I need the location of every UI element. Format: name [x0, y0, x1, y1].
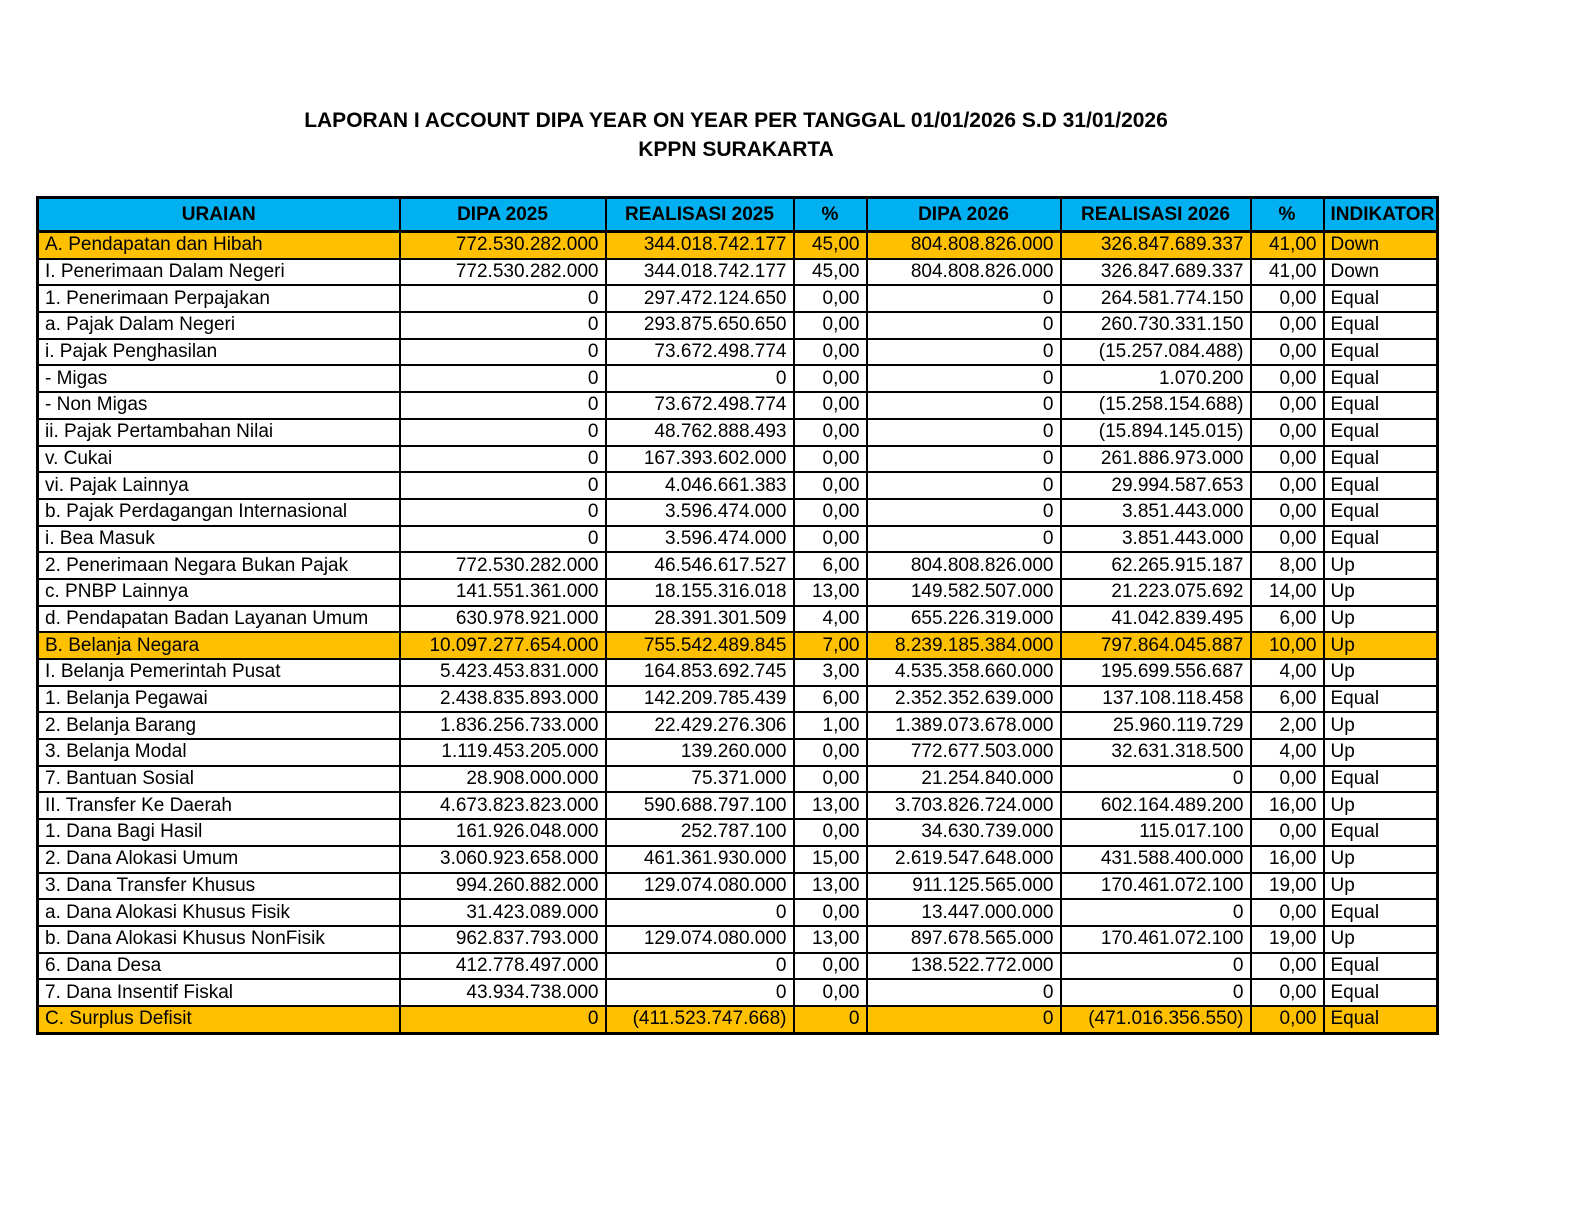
- indikator-cell: Up: [1324, 846, 1438, 873]
- value-cell: 344.018.742.177: [606, 259, 794, 286]
- value-cell: 3,00: [794, 659, 867, 686]
- value-cell: 0: [400, 446, 606, 473]
- value-cell: 0: [867, 419, 1061, 446]
- value-cell: 0: [400, 1006, 606, 1033]
- uraian-cell: 1. Belanja Pegawai: [38, 686, 400, 713]
- value-cell: 1.836.256.733.000: [400, 712, 606, 739]
- value-cell: 0,00: [1251, 766, 1324, 793]
- value-cell: 264.581.774.150: [1061, 285, 1251, 312]
- value-cell: 630.978.921.000: [400, 606, 606, 633]
- indikator-cell: Equal: [1324, 499, 1438, 526]
- table-row: [38, 739, 1438, 766]
- value-cell: 0: [606, 899, 794, 926]
- uraian-cell: b. Pajak Perdagangan Internasional: [38, 499, 400, 526]
- uraian-cell: 6. Dana Desa: [38, 953, 400, 980]
- value-cell: 261.886.973.000: [1061, 446, 1251, 473]
- table-row: [38, 979, 1438, 1006]
- indikator-cell: Up: [1324, 926, 1438, 953]
- value-cell: 252.787.100: [606, 819, 794, 846]
- value-cell: 4,00: [1251, 659, 1324, 686]
- uraian-cell: ii. Pajak Pertambahan Nilai: [38, 419, 400, 446]
- uraian-cell: 7. Dana Insentif Fiskal: [38, 979, 400, 1006]
- value-cell: 75.371.000: [606, 766, 794, 793]
- value-cell: 16,00: [1251, 792, 1324, 819]
- table-row: [38, 686, 1438, 713]
- value-cell: 0: [1061, 953, 1251, 980]
- value-cell: 755.542.489.845: [606, 632, 794, 659]
- indikator-cell: Up: [1324, 552, 1438, 579]
- table-row: [38, 285, 1438, 312]
- value-cell: 8.239.185.384.000: [867, 632, 1061, 659]
- value-cell: 3.596.474.000: [606, 526, 794, 553]
- value-cell: 0: [867, 526, 1061, 553]
- table-header-row: [38, 198, 1438, 232]
- value-cell: 21.254.840.000: [867, 766, 1061, 793]
- value-cell: 590.688.797.100: [606, 792, 794, 819]
- value-cell: 0: [867, 1006, 1061, 1033]
- indikator-cell: Equal: [1324, 953, 1438, 980]
- value-cell: 0,00: [1251, 499, 1324, 526]
- table-row: [38, 792, 1438, 819]
- value-cell: 13,00: [794, 792, 867, 819]
- report-title-line2: KPPN SURAKARTA: [638, 138, 834, 161]
- value-cell: 0: [867, 392, 1061, 419]
- table-row: [38, 659, 1438, 686]
- column-header: DIPA 2025: [400, 198, 606, 232]
- value-cell: 0,00: [794, 312, 867, 339]
- indikator-cell: Up: [1324, 632, 1438, 659]
- value-cell: 962.837.793.000: [400, 926, 606, 953]
- value-cell: 293.875.650.650: [606, 312, 794, 339]
- value-cell: 0: [867, 979, 1061, 1006]
- value-cell: 14,00: [1251, 579, 1324, 606]
- indikator-cell: Equal: [1324, 819, 1438, 846]
- value-cell: 911.125.565.000: [867, 873, 1061, 900]
- uraian-cell: v. Cukai: [38, 446, 400, 473]
- table-row: [38, 339, 1438, 366]
- value-cell: 412.778.497.000: [400, 953, 606, 980]
- value-cell: 142.209.785.439: [606, 686, 794, 713]
- value-cell: 0,00: [794, 766, 867, 793]
- value-cell: 1.119.453.205.000: [400, 739, 606, 766]
- value-cell: 797.864.045.887: [1061, 632, 1251, 659]
- value-cell: 41,00: [1251, 232, 1324, 259]
- value-cell: 45,00: [794, 232, 867, 259]
- value-cell: 32.631.318.500: [1061, 739, 1251, 766]
- value-cell: 0: [867, 285, 1061, 312]
- uraian-cell: b. Dana Alokasi Khusus NonFisik: [38, 926, 400, 953]
- table-row: [38, 312, 1438, 339]
- value-cell: 4.535.358.660.000: [867, 659, 1061, 686]
- value-cell: 164.853.692.745: [606, 659, 794, 686]
- value-cell: 772.530.282.000: [400, 259, 606, 286]
- value-cell: 0,00: [1251, 819, 1324, 846]
- value-cell: 0: [400, 339, 606, 366]
- table-row: [38, 472, 1438, 499]
- value-cell: 2.352.352.639.000: [867, 686, 1061, 713]
- uraian-cell: 3. Belanja Modal: [38, 739, 400, 766]
- value-cell: 141.551.361.000: [400, 579, 606, 606]
- report-title: [36, 106, 1436, 164]
- value-cell: 10,00: [1251, 632, 1324, 659]
- table-row: [38, 606, 1438, 633]
- value-cell: 31.423.089.000: [400, 899, 606, 926]
- table-row: [38, 926, 1438, 953]
- value-cell: 129.074.080.000: [606, 873, 794, 900]
- value-cell: 804.808.826.000: [867, 552, 1061, 579]
- value-cell: 62.265.915.187: [1061, 552, 1251, 579]
- value-cell: 0,00: [794, 419, 867, 446]
- column-header: %: [794, 198, 867, 232]
- value-cell: 0: [606, 953, 794, 980]
- value-cell: 8,00: [1251, 552, 1324, 579]
- value-cell: 22.429.276.306: [606, 712, 794, 739]
- value-cell: 4.673.823.823.000: [400, 792, 606, 819]
- value-cell: 0: [400, 472, 606, 499]
- value-cell: 149.582.507.000: [867, 579, 1061, 606]
- value-cell: 10.097.277.654.000: [400, 632, 606, 659]
- table-row: [38, 419, 1438, 446]
- value-cell: 4,00: [794, 606, 867, 633]
- value-cell: 0,00: [1251, 419, 1324, 446]
- value-cell: 73.672.498.774: [606, 339, 794, 366]
- table-row: [38, 899, 1438, 926]
- table-row: [38, 632, 1438, 659]
- table-row: [38, 526, 1438, 553]
- value-cell: 167.393.602.000: [606, 446, 794, 473]
- value-cell: 6,00: [794, 686, 867, 713]
- value-cell: 48.762.888.493: [606, 419, 794, 446]
- value-cell: 0: [400, 499, 606, 526]
- dipa-report-table: [36, 196, 1439, 1035]
- value-cell: 772.677.503.000: [867, 739, 1061, 766]
- table-row: [38, 392, 1438, 419]
- value-cell: 0,00: [794, 819, 867, 846]
- value-cell: 129.074.080.000: [606, 926, 794, 953]
- value-cell: 18.155.316.018: [606, 579, 794, 606]
- indikator-cell: Equal: [1324, 365, 1438, 392]
- value-cell: 0,00: [1251, 526, 1324, 553]
- value-cell: 0: [400, 526, 606, 553]
- value-cell: 170.461.072.100: [1061, 873, 1251, 900]
- table-row: [38, 259, 1438, 286]
- indikator-cell: Equal: [1324, 392, 1438, 419]
- value-cell: 25.960.119.729: [1061, 712, 1251, 739]
- value-cell: 73.672.498.774: [606, 392, 794, 419]
- uraian-cell: II. Transfer Ke Daerah: [38, 792, 400, 819]
- value-cell: 0,00: [794, 953, 867, 980]
- value-cell: 0,00: [794, 446, 867, 473]
- value-cell: 0,00: [794, 285, 867, 312]
- indikator-cell: Equal: [1324, 1006, 1438, 1033]
- value-cell: 0: [794, 1006, 867, 1033]
- value-cell: 260.730.331.150: [1061, 312, 1251, 339]
- value-cell: 344.018.742.177: [606, 232, 794, 259]
- value-cell: 13,00: [794, 579, 867, 606]
- uraian-cell: a. Pajak Dalam Negeri: [38, 312, 400, 339]
- value-cell: 0,00: [794, 392, 867, 419]
- value-cell: 3.060.923.658.000: [400, 846, 606, 873]
- value-cell: 0: [867, 472, 1061, 499]
- value-cell: 3.703.826.724.000: [867, 792, 1061, 819]
- value-cell: 0: [400, 419, 606, 446]
- value-cell: 13,00: [794, 926, 867, 953]
- value-cell: 0,00: [1251, 392, 1324, 419]
- value-cell: 43.934.738.000: [400, 979, 606, 1006]
- indikator-cell: Equal: [1324, 899, 1438, 926]
- indikator-cell: Equal: [1324, 285, 1438, 312]
- value-cell: 0: [400, 285, 606, 312]
- uraian-cell: 2. Belanja Barang: [38, 712, 400, 739]
- column-header: REALISASI 2025: [606, 198, 794, 232]
- indikator-cell: Up: [1324, 579, 1438, 606]
- value-cell: 6,00: [1251, 686, 1324, 713]
- table-row: [38, 499, 1438, 526]
- value-cell: 115.017.100: [1061, 819, 1251, 846]
- value-cell: 0,00: [1251, 339, 1324, 366]
- indikator-cell: Equal: [1324, 419, 1438, 446]
- value-cell: 170.461.072.100: [1061, 926, 1251, 953]
- column-header: INDIKATOR: [1324, 198, 1438, 232]
- value-cell: 6,00: [794, 552, 867, 579]
- uraian-cell: - Non Migas: [38, 392, 400, 419]
- uraian-cell: I. Belanja Pemerintah Pusat: [38, 659, 400, 686]
- value-cell: 15,00: [794, 846, 867, 873]
- value-cell: 28.908.000.000: [400, 766, 606, 793]
- table-row: [38, 766, 1438, 793]
- value-cell: 326.847.689.337: [1061, 232, 1251, 259]
- value-cell: 772.530.282.000: [400, 232, 606, 259]
- uraian-cell: c. PNBP Lainnya: [38, 579, 400, 606]
- value-cell: (15.258.154.688): [1061, 392, 1251, 419]
- value-cell: 16,00: [1251, 846, 1324, 873]
- value-cell: 326.847.689.337: [1061, 259, 1251, 286]
- column-header: REALISASI 2026: [1061, 198, 1251, 232]
- table-row: [38, 446, 1438, 473]
- report-title-line1: LAPORAN I ACCOUNT DIPA YEAR ON YEAR PER TANGGAL 01/01/2026 S.D 31/01/2026: [304, 109, 1168, 132]
- value-cell: 0,00: [794, 339, 867, 366]
- column-header: URAIAN: [38, 198, 400, 232]
- column-header: %: [1251, 198, 1324, 232]
- uraian-cell: vi. Pajak Lainnya: [38, 472, 400, 499]
- indikator-cell: Up: [1324, 712, 1438, 739]
- value-cell: 0,00: [794, 526, 867, 553]
- value-cell: 3.851.443.000: [1061, 499, 1251, 526]
- table-row: [38, 953, 1438, 980]
- indikator-cell: Down: [1324, 259, 1438, 286]
- value-cell: 0: [867, 446, 1061, 473]
- table-row: [38, 552, 1438, 579]
- value-cell: (471.016.356.550): [1061, 1006, 1251, 1033]
- value-cell: 0: [867, 339, 1061, 366]
- value-cell: 137.108.118.458: [1061, 686, 1251, 713]
- value-cell: 0,00: [1251, 953, 1324, 980]
- uraian-cell: 7. Bantuan Sosial: [38, 766, 400, 793]
- uraian-cell: a. Dana Alokasi Khusus Fisik: [38, 899, 400, 926]
- table-row: [38, 579, 1438, 606]
- value-cell: 0,00: [1251, 312, 1324, 339]
- value-cell: 41,00: [1251, 259, 1324, 286]
- value-cell: 13,00: [794, 873, 867, 900]
- value-cell: 19,00: [1251, 926, 1324, 953]
- value-cell: 0,00: [1251, 285, 1324, 312]
- value-cell: 0,00: [1251, 1006, 1324, 1033]
- indikator-cell: Equal: [1324, 446, 1438, 473]
- value-cell: 1.389.073.678.000: [867, 712, 1061, 739]
- value-cell: 804.808.826.000: [867, 259, 1061, 286]
- value-cell: 655.226.319.000: [867, 606, 1061, 633]
- uraian-cell: i. Pajak Penghasilan: [38, 339, 400, 366]
- value-cell: 602.164.489.200: [1061, 792, 1251, 819]
- uraian-cell: i. Bea Masuk: [38, 526, 400, 553]
- value-cell: 4,00: [1251, 739, 1324, 766]
- value-cell: 897.678.565.000: [867, 926, 1061, 953]
- table-row: [38, 232, 1438, 259]
- value-cell: 0: [400, 392, 606, 419]
- value-cell: (15.894.145.015): [1061, 419, 1251, 446]
- value-cell: 4.046.661.383: [606, 472, 794, 499]
- uraian-cell: C. Surplus Defisit: [38, 1006, 400, 1033]
- value-cell: 3.596.474.000: [606, 499, 794, 526]
- column-header: DIPA 2026: [867, 198, 1061, 232]
- value-cell: 46.546.617.527: [606, 552, 794, 579]
- value-cell: (411.523.747.668): [606, 1006, 794, 1033]
- value-cell: 3.851.443.000: [1061, 526, 1251, 553]
- value-cell: 0,00: [794, 899, 867, 926]
- uraian-cell: d. Pendapatan Badan Layanan Umum: [38, 606, 400, 633]
- table-row: [38, 846, 1438, 873]
- value-cell: 804.808.826.000: [867, 232, 1061, 259]
- table-row: [38, 819, 1438, 846]
- value-cell: 0,00: [794, 472, 867, 499]
- value-cell: 28.391.301.509: [606, 606, 794, 633]
- value-cell: 0: [867, 312, 1061, 339]
- indikator-cell: Up: [1324, 606, 1438, 633]
- value-cell: 139.260.000: [606, 739, 794, 766]
- uraian-cell: I. Penerimaan Dalam Negeri: [38, 259, 400, 286]
- value-cell: 0,00: [794, 499, 867, 526]
- value-cell: 0: [400, 312, 606, 339]
- value-cell: 6,00: [1251, 606, 1324, 633]
- table-row: [38, 873, 1438, 900]
- value-cell: 7,00: [794, 632, 867, 659]
- indikator-cell: Equal: [1324, 339, 1438, 366]
- uraian-cell: 1. Dana Bagi Hasil: [38, 819, 400, 846]
- uraian-cell: A. Pendapatan dan Hibah: [38, 232, 400, 259]
- value-cell: 0,00: [1251, 365, 1324, 392]
- value-cell: 161.926.048.000: [400, 819, 606, 846]
- value-cell: 138.522.772.000: [867, 953, 1061, 980]
- indikator-cell: Up: [1324, 873, 1438, 900]
- value-cell: 431.588.400.000: [1061, 846, 1251, 873]
- value-cell: 21.223.075.692: [1061, 579, 1251, 606]
- value-cell: 19,00: [1251, 873, 1324, 900]
- value-cell: 0,00: [1251, 446, 1324, 473]
- value-cell: 29.994.587.653: [1061, 472, 1251, 499]
- value-cell: (15.257.084.488): [1061, 339, 1251, 366]
- indikator-cell: Up: [1324, 659, 1438, 686]
- indikator-cell: Equal: [1324, 312, 1438, 339]
- value-cell: 1.070.200: [1061, 365, 1251, 392]
- value-cell: 297.472.124.650: [606, 285, 794, 312]
- value-cell: 772.530.282.000: [400, 552, 606, 579]
- indikator-cell: Equal: [1324, 979, 1438, 1006]
- value-cell: 2.619.547.648.000: [867, 846, 1061, 873]
- uraian-cell: 2. Dana Alokasi Umum: [38, 846, 400, 873]
- value-cell: 0: [1061, 979, 1251, 1006]
- value-cell: 2.438.835.893.000: [400, 686, 606, 713]
- uraian-cell: 3. Dana Transfer Khusus: [38, 873, 400, 900]
- value-cell: 45,00: [794, 259, 867, 286]
- value-cell: 0,00: [1251, 472, 1324, 499]
- value-cell: 195.699.556.687: [1061, 659, 1251, 686]
- uraian-cell: - Migas: [38, 365, 400, 392]
- table-row: [38, 365, 1438, 392]
- value-cell: 5.423.453.831.000: [400, 659, 606, 686]
- value-cell: 0,00: [794, 739, 867, 766]
- indikator-cell: Equal: [1324, 526, 1438, 553]
- table-row: [38, 712, 1438, 739]
- indikator-cell: Equal: [1324, 686, 1438, 713]
- value-cell: 0,00: [1251, 979, 1324, 1006]
- indikator-cell: Up: [1324, 792, 1438, 819]
- value-cell: 0: [606, 365, 794, 392]
- value-cell: 34.630.739.000: [867, 819, 1061, 846]
- indikator-cell: Up: [1324, 739, 1438, 766]
- value-cell: 0: [867, 365, 1061, 392]
- value-cell: 13.447.000.000: [867, 899, 1061, 926]
- uraian-cell: B. Belanja Negara: [38, 632, 400, 659]
- value-cell: 1,00: [794, 712, 867, 739]
- value-cell: 0: [1061, 899, 1251, 926]
- value-cell: 2,00: [1251, 712, 1324, 739]
- indikator-cell: Equal: [1324, 472, 1438, 499]
- value-cell: 0: [606, 979, 794, 1006]
- value-cell: 0,00: [1251, 899, 1324, 926]
- indikator-cell: Down: [1324, 232, 1438, 259]
- table-row: [38, 1006, 1438, 1033]
- value-cell: 0: [1061, 766, 1251, 793]
- uraian-cell: 2. Penerimaan Negara Bukan Pajak: [38, 552, 400, 579]
- value-cell: 0: [867, 499, 1061, 526]
- value-cell: 461.361.930.000: [606, 846, 794, 873]
- uraian-cell: 1. Penerimaan Perpajakan: [38, 285, 400, 312]
- value-cell: 0: [400, 365, 606, 392]
- indikator-cell: Equal: [1324, 766, 1438, 793]
- value-cell: 0,00: [794, 979, 867, 1006]
- value-cell: 994.260.882.000: [400, 873, 606, 900]
- value-cell: 41.042.839.495: [1061, 606, 1251, 633]
- value-cell: 0,00: [794, 365, 867, 392]
